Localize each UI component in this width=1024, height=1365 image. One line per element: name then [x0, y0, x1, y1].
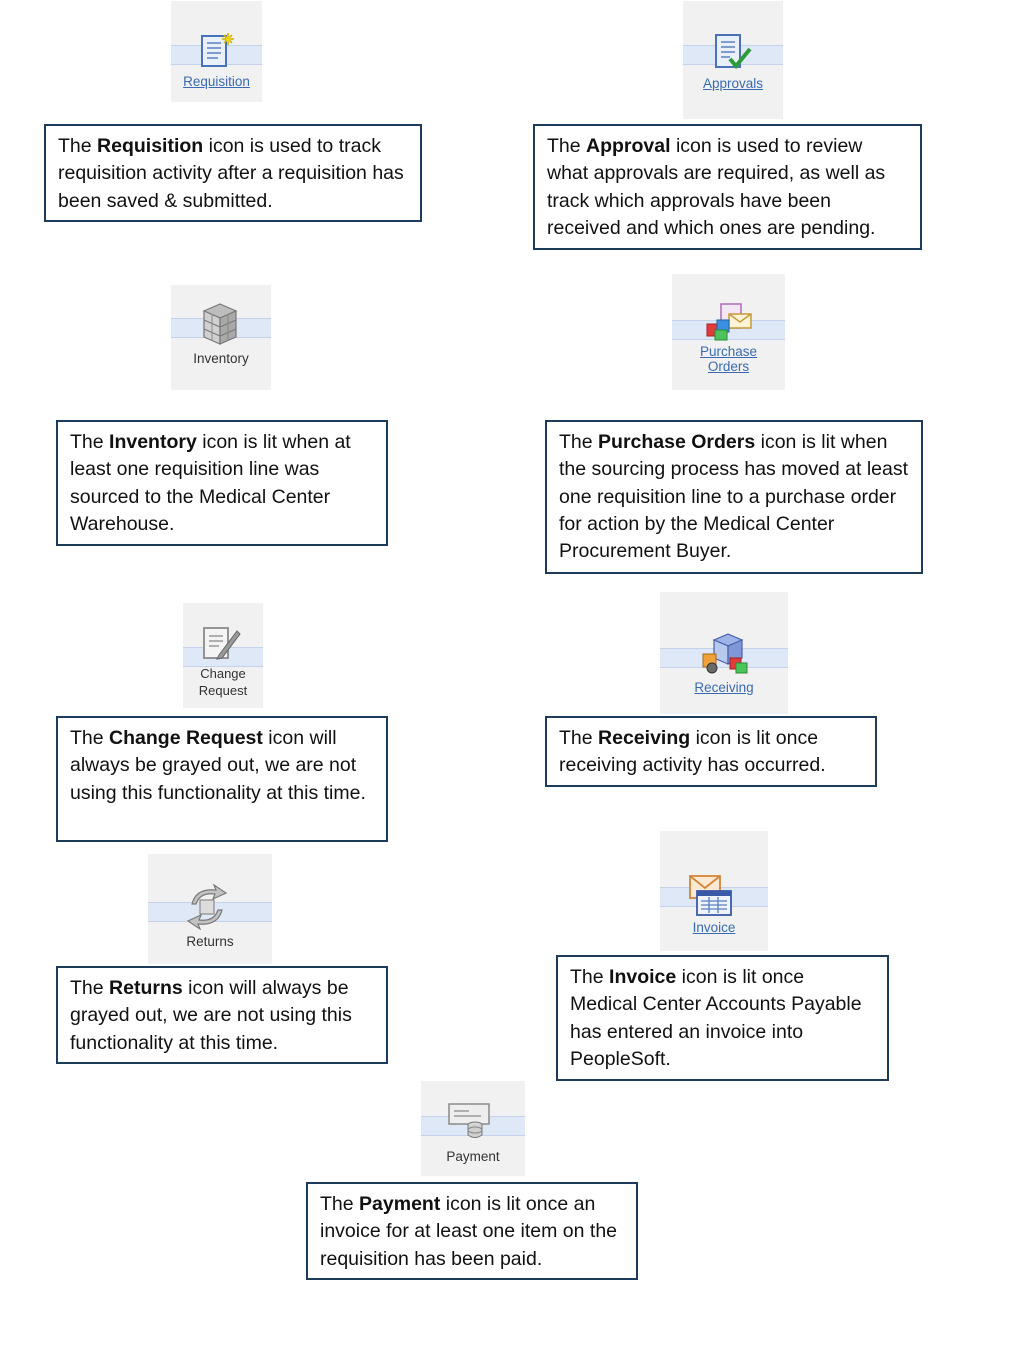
receiving-icon: [700, 630, 750, 676]
note-text: The: [70, 977, 110, 999]
approvals-tile[interactable]: [683, 1, 783, 119]
returns-tile: [148, 854, 272, 964]
note-keyword: Purchase Orders: [598, 431, 756, 453]
requisition-icon: [198, 31, 238, 73]
note-text: The: [320, 1193, 360, 1215]
inventory-note: [56, 420, 388, 546]
payment-note: [306, 1182, 638, 1280]
purchase-orders-icon: [705, 302, 755, 342]
note-text: icon is lit once Medical Center Accounts Payable has entered an invoice into PeopleSoft.: [570, 966, 862, 1070]
change-request-label: Change Request: [198, 666, 248, 698]
receiving-note: [545, 716, 877, 787]
note-text: icon will always be grayed out, we are not using this functionality at this time.: [70, 727, 366, 804]
receiving-tile[interactable]: [660, 592, 788, 714]
purchase-orders-label[interactable]: Purchase Orders: [699, 344, 758, 374]
invoice-note: [556, 955, 889, 1081]
note-text: The: [70, 727, 110, 749]
note-keyword: Returns: [109, 977, 183, 999]
invoice-icon: [687, 873, 737, 917]
change-request-icon: [201, 625, 241, 663]
inventory-label: Inventory: [193, 351, 249, 366]
note-keyword: Change Request: [109, 727, 263, 749]
note-text: The: [559, 727, 599, 749]
note-text: icon is lit when at least one requisition line was sourced to the Medical Center Warehouse.: [70, 431, 351, 535]
note-text: icon is lit once an invoice for at least one item on the requisition has been paid.: [320, 1193, 618, 1270]
returns-label: Returns: [186, 934, 234, 949]
note-text: icon is lit when the sourcing process has moved at least one requisition line to a purchase order for action by the Medical Center Procurement Buyer.: [559, 431, 909, 563]
note-keyword: Requisition: [97, 135, 204, 157]
invoice-label[interactable]: Invoice: [692, 920, 736, 935]
note-keyword: Invoice: [609, 966, 677, 988]
note-text: icon is used to track requisition activity after a requisition has been saved & submitted.: [58, 135, 404, 212]
note-keyword: Approval: [586, 135, 671, 157]
inventory-tile: [171, 285, 271, 390]
receiving-label[interactable]: Receiving: [694, 680, 754, 695]
change-request-note: [56, 716, 388, 842]
requisition-tile[interactable]: [171, 1, 262, 102]
requisition-note: [44, 124, 422, 222]
change-request-tile: [183, 603, 263, 708]
approvals-note: [533, 124, 922, 250]
note-text: The: [570, 966, 610, 988]
note-keyword: Inventory: [109, 431, 197, 453]
note-text: icon is used to review what approvals are required, as well as track which approvals have been received and which ones are pending.: [547, 135, 886, 239]
payment-tile: [421, 1081, 525, 1176]
returns-note: [56, 966, 388, 1064]
invoice-tile[interactable]: [660, 831, 768, 951]
payment-icon: [445, 1101, 495, 1141]
note-text: The: [58, 135, 98, 157]
note-keyword: Payment: [359, 1193, 441, 1215]
note-keyword: Receiving: [598, 727, 691, 749]
purchase-orders-note: [545, 420, 923, 574]
note-text: The: [559, 431, 599, 453]
inventory-icon: [198, 301, 242, 345]
note-text: icon will always be grayed out, we are not using this functionality at this time.: [70, 977, 352, 1054]
note-text: icon is lit once receiving activity has occurred.: [559, 727, 826, 777]
payment-label: Payment: [446, 1149, 500, 1164]
approvals-label[interactable]: Approvals: [702, 76, 764, 91]
requisition-label[interactable]: Requisition: [183, 74, 250, 89]
note-text: The: [547, 135, 587, 157]
approvals-icon: [712, 31, 756, 73]
returns-icon: [182, 884, 232, 930]
note-text: The: [70, 431, 110, 453]
purchase-orders-tile[interactable]: [672, 274, 785, 390]
